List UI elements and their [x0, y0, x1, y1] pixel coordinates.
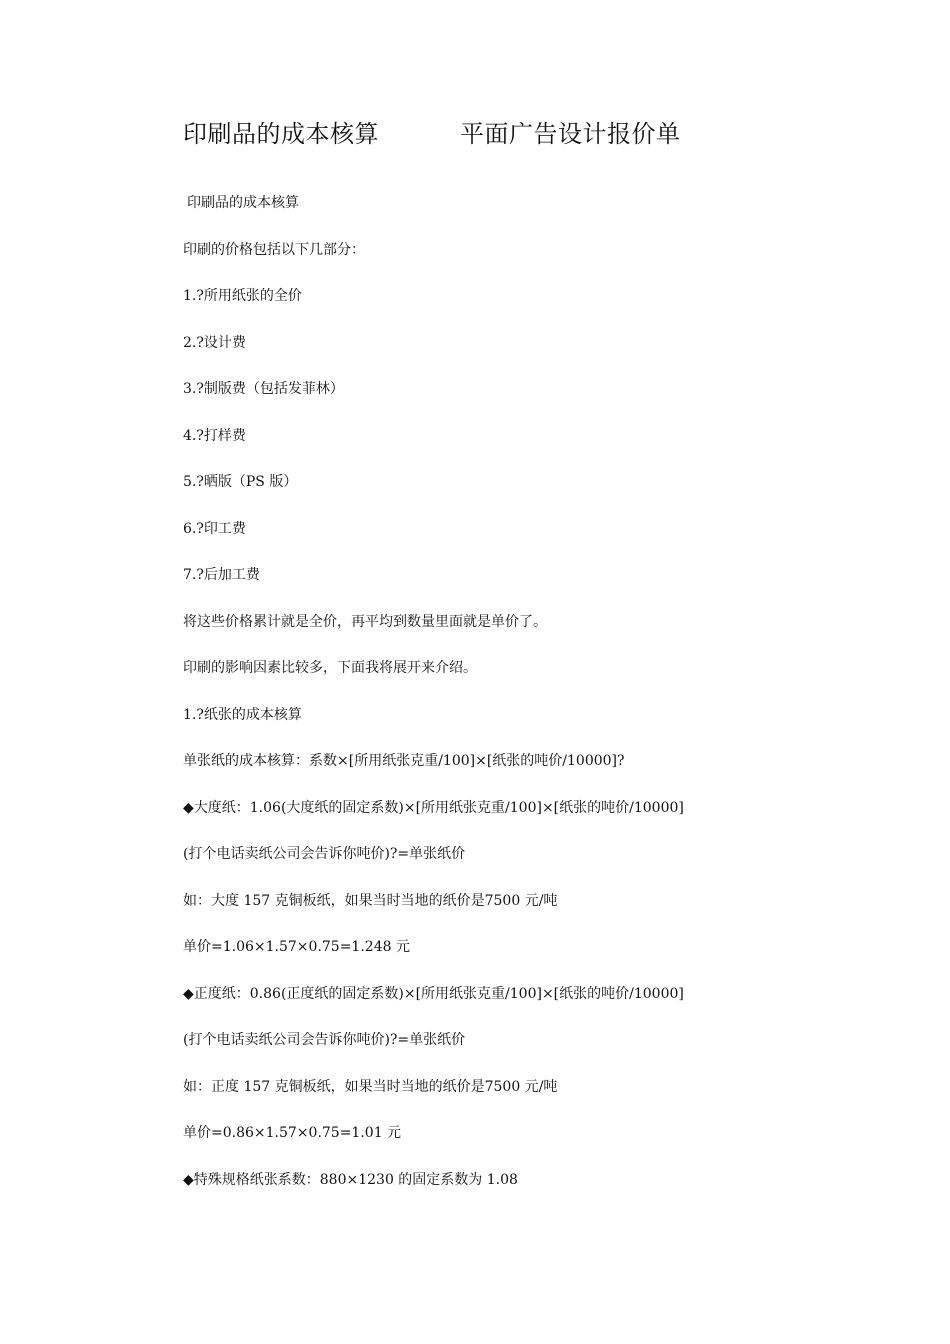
- formula-line: 单价=0.86×1.57×0.75=1.01 元: [183, 1125, 402, 1141]
- paragraph-line: 将这些价格累计就是全价，再平均到数量里面就是单价了。: [183, 613, 547, 630]
- list-item: 3.?制版费（包括发菲林）: [183, 381, 344, 397]
- paragraph-line: 印刷的价格包括以下几部分：: [183, 241, 365, 258]
- document-body: [183, 191, 823, 1214]
- list-item: 7.?后加工费: [183, 567, 260, 583]
- list-item: 1.?所用纸张的全价: [183, 288, 302, 304]
- example-line: 如：大度 157 克铜板纸，如果当时当地的纸价是7500 元/吨: [183, 892, 558, 909]
- formula-line: 单价=1.06×1.57×0.75=1.248 元: [183, 939, 410, 955]
- paragraph-line: (打个电话卖纸公司会告诉你吨价)?=单张纸价: [183, 846, 466, 862]
- section-heading: 1.?纸张的成本核算: [183, 706, 302, 723]
- formula-line: ◆大度纸：1.06(大度纸的固定系数)×[所用纸张克重/100]×[纸张的吨价/10000]: [183, 799, 684, 816]
- list-item: 2.?设计费: [183, 334, 246, 351]
- paragraph-line: (打个电话卖纸公司会告诉你吨价)?=单张纸价: [183, 1032, 466, 1048]
- list-item: 5.?晒版（PS 版）: [183, 474, 298, 490]
- formula-line: 单张纸的成本核算：系数×[所用纸张克重/100]×[纸张的吨价/10000]?: [183, 753, 625, 769]
- document-subtitle: 平面广告设计报价单: [460, 120, 681, 148]
- section-heading: 印刷品的成本核算: [187, 195, 299, 211]
- formula-line: ◆正度纸：0.86(正度纸的固定系数)×[所用纸张克重/100]×[纸张的吨价/10000]: [183, 985, 684, 1002]
- document-title: 印刷品的成本核算: [183, 120, 379, 148]
- example-line: 如：正度 157 克铜板纸，如果当时当地的纸价是7500 元/吨: [183, 1078, 558, 1095]
- list-item: 4.?打样费: [183, 427, 246, 444]
- formula-line: ◆特殊规格纸张系数：880×1230 的固定系数为 1.08: [183, 1171, 518, 1188]
- paragraph-line: 印刷的影响因素比较多，下面我将展开来介绍。: [183, 660, 477, 676]
- list-item: 6.?印工费: [183, 520, 246, 537]
